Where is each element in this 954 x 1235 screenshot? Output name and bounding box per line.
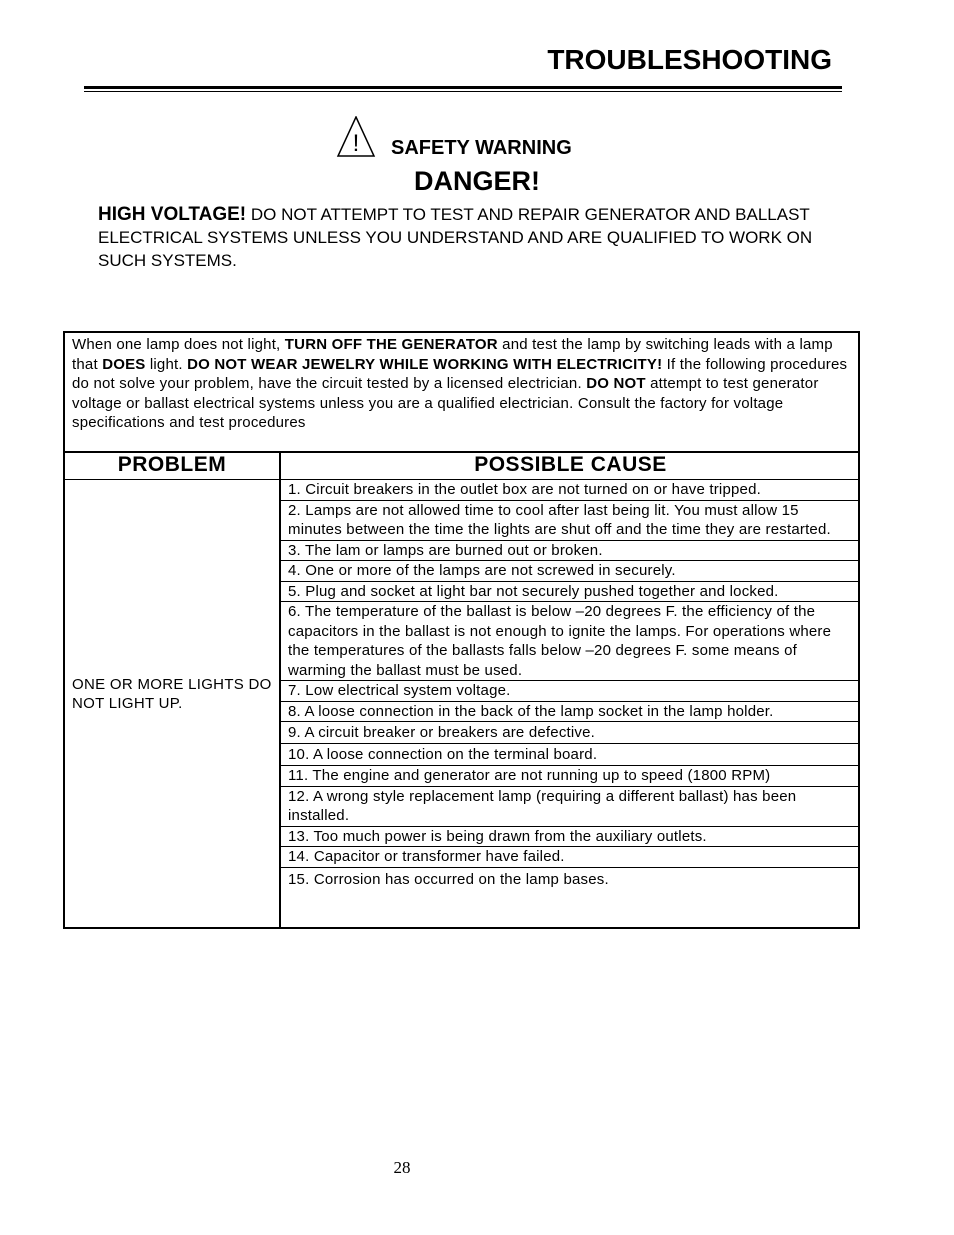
cause-row: 11. The engine and generator are not running up to speed (1800 RPM) bbox=[281, 766, 860, 787]
cause-row: 12. A wrong style replacement lamp (requiring a different ballast) has been installed. bbox=[281, 787, 860, 827]
troubleshooting-table bbox=[63, 331, 860, 929]
title-rule-thick bbox=[84, 86, 842, 89]
cause-row: 6. The temperature of the ballast is below –20 degrees F. the efficiency of the capacitors in the ballast is not enough to ignite the lamps. For operations where the temperatures of the ballasts falls below –20 degrees F. some means of warming the ballast must be used. bbox=[281, 602, 860, 681]
cause-row: 9. A circuit breaker or breakers are defective. bbox=[281, 722, 860, 744]
cause-list bbox=[281, 480, 860, 891]
cause-row: 15. Corrosion has occurred on the lamp bases. bbox=[288, 871, 609, 888]
high-voltage-warning bbox=[98, 203, 858, 272]
cause-row: 2. Lamps are not allowed time to cool after last being lit. You must allow 15 minutes between the time the lights are shut off and the time they are restarted. bbox=[281, 501, 860, 541]
column-header-cause: POSSIBLE CAUSE bbox=[474, 453, 667, 476]
cause-row: 14. Capacitor or transformer have failed. bbox=[281, 847, 860, 868]
safety-warning-label: SAFETY WARNING bbox=[391, 137, 572, 159]
cause-row: 13. Too much power is being drawn from the auxiliary outlets. bbox=[281, 827, 860, 848]
cause-row: 1. Circuit breakers in the outlet box are not turned on or have tripped. bbox=[281, 480, 860, 501]
cause-row: 5. Plug and socket at light bar not securely pushed together and locked. bbox=[281, 582, 860, 603]
cause-row: 3. The lam or lamps are burned out or broken. bbox=[281, 541, 860, 562]
column-header-problem: PROBLEM bbox=[117, 453, 227, 476]
page-number: 28 bbox=[393, 1158, 411, 1177]
warning-triangle-icon bbox=[336, 116, 376, 158]
page-title: TROUBLESHOOTING bbox=[547, 44, 832, 75]
cause-row: 8. A loose connection in the back of the lamp socket in the lamp holder. bbox=[281, 702, 860, 723]
cause-row: 7. Low electrical system voltage. bbox=[281, 681, 860, 702]
warning-symbol: ! bbox=[352, 130, 360, 157]
problem-cell: ONE OR MORE LIGHTS DO NOT LIGHT UP. bbox=[72, 676, 272, 712]
high-voltage-text: DO NOT ATTEMPT TO TEST AND REPAIR GENERATOR AND BALLAST ELECTRICAL SYSTEMS UNLESS YOU UNDERSTAND AND ARE QUALIFIED TO WORK ON SUCH SYSTEMS. bbox=[98, 205, 813, 270]
cause-row: 10. A loose connection on the terminal board. bbox=[281, 744, 860, 766]
title-rule-thin bbox=[84, 91, 842, 92]
high-voltage-label: HIGH VOLTAGE! bbox=[98, 204, 247, 225]
danger-heading: DANGER! bbox=[414, 166, 540, 196]
intro-paragraph: When one lamp does not light, TURN OFF THE GENERATOR and test the lamp by switching leads with a lamp that DOES light. DO NOT WEAR JEWELRY WHILE WORKING WITH ELECTRICITY! If the following procedures do not solve your problem, have the circuit tested by a licensed electrician. DO NOT attempt to test generator voltage or ballast electrical systems unless you are a qualified electrician. Consult the factory for voltage specifications and test procedures bbox=[72, 336, 848, 431]
cause-row: 4. One or more of the lamps are not screwed in securely. bbox=[281, 561, 860, 582]
